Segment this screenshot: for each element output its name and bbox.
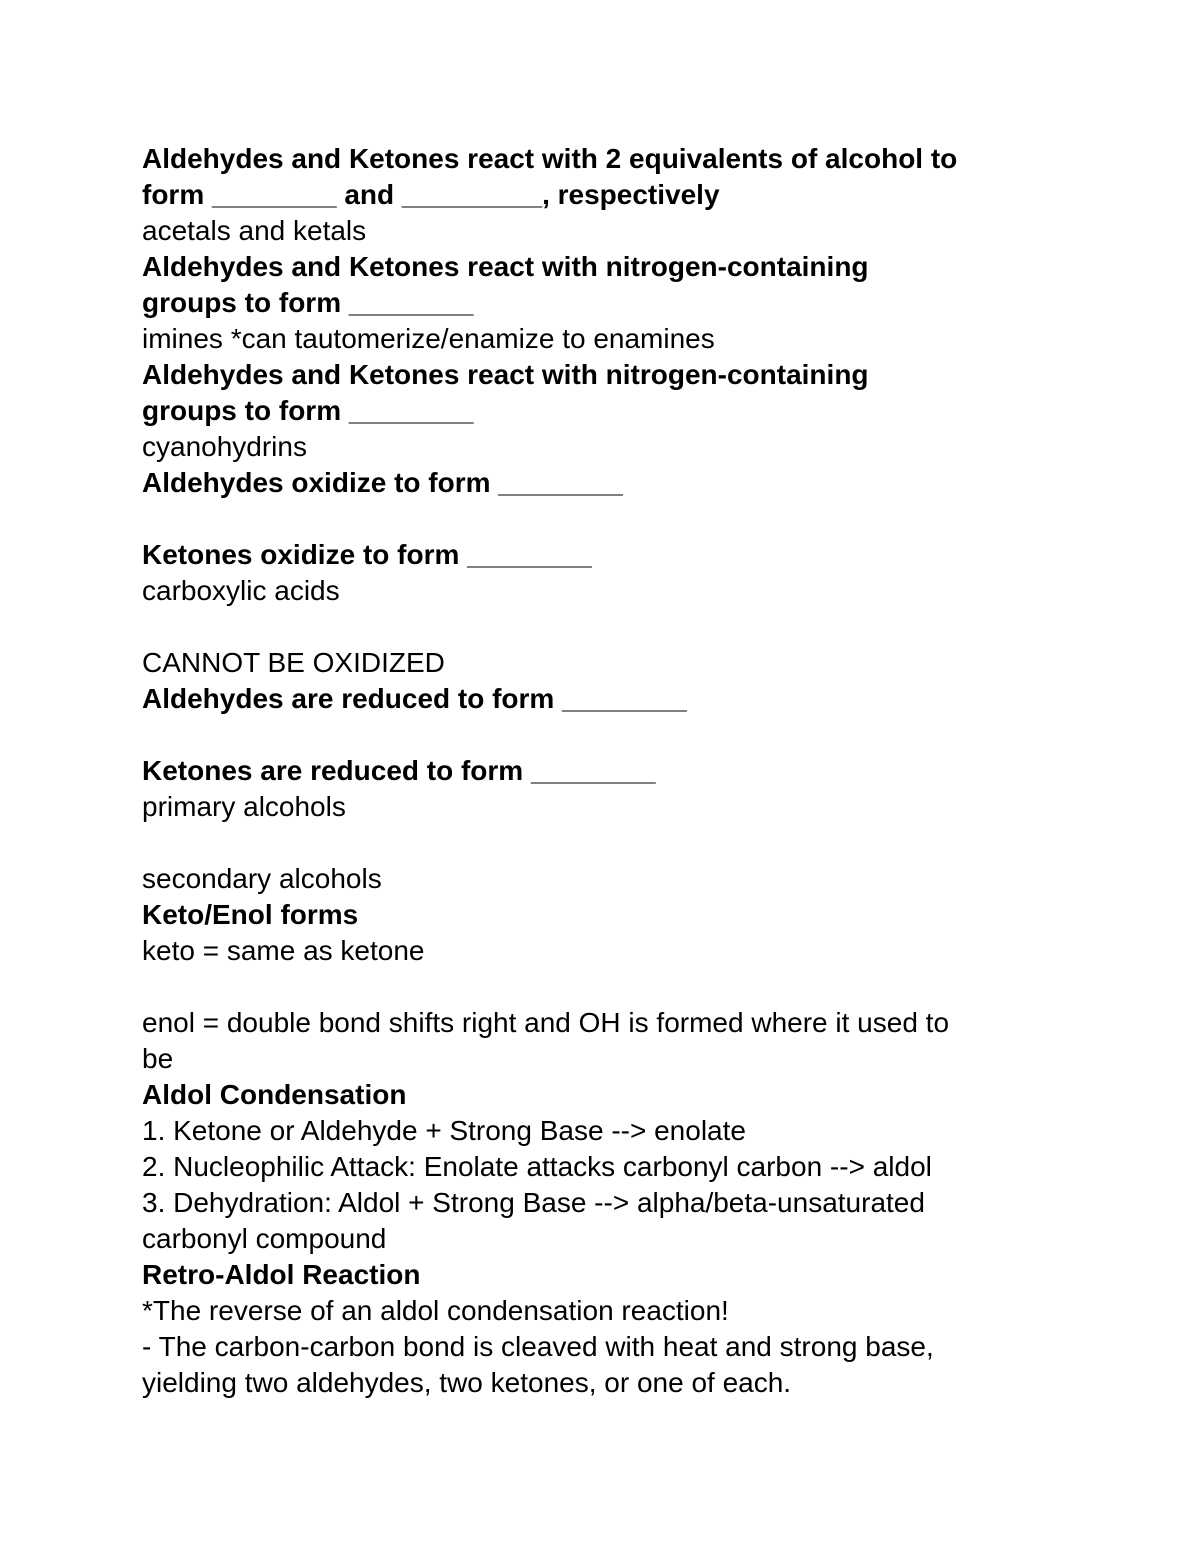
answer-carboxylic-acids: carboxylic acids	[142, 575, 340, 606]
blank-line	[142, 825, 1072, 861]
question-ketone-reduction: Ketones are reduced to form ________	[142, 755, 656, 786]
heading-aldol-condensation: Aldol Condensation	[142, 1079, 407, 1110]
keto-definition: keto = same as ketone	[142, 935, 425, 966]
blank-line	[142, 501, 1072, 537]
question-acetals-line-1: Aldehydes and Ketones react with 2 equivalents of alcohol to	[142, 143, 958, 174]
answer-secondary-alcohols: secondary alcohols	[142, 863, 382, 894]
retro-aldol-detail-line-2: yielding two aldehydes, two ketones, or one of each.	[142, 1367, 792, 1398]
aldol-step-2: 2. Nucleophilic Attack: Enolate attacks carbonyl carbon --> aldol	[142, 1151, 932, 1182]
retro-aldol-detail-line-1: - The carbon-carbon bond is cleaved with heat and strong base,	[142, 1331, 934, 1362]
blank-line	[142, 969, 1072, 1005]
question-imines-line-2: groups to form ________	[142, 287, 474, 318]
question-aldehyde-oxidation: Aldehydes oxidize to form ________	[142, 467, 623, 498]
question-acetals-line-2: form ________ and _________, respectively	[142, 179, 720, 210]
heading-retro-aldol: Retro-Aldol Reaction	[142, 1259, 421, 1290]
blank-line	[142, 717, 1072, 753]
answer-imines: imines *can tautomerize/enamize to enamines	[142, 323, 715, 354]
answer-cannot-oxidize: CANNOT BE OXIDIZED	[142, 647, 445, 678]
retro-aldol-note: *The reverse of an aldol condensation reaction!	[142, 1295, 729, 1326]
question-imines-line-1: Aldehydes and Ketones react with nitrogen-containing	[142, 251, 869, 282]
answer-acetals: acetals and ketals	[142, 215, 367, 246]
aldol-step-1: 1. Ketone or Aldehyde + Strong Base --> enolate	[142, 1115, 746, 1146]
heading-keto-enol: Keto/Enol forms	[142, 899, 359, 930]
answer-cyanohydrins: cyanohydrins	[142, 431, 307, 462]
enol-definition-line-1: enol = double bond shifts right and OH is formed where it used to	[142, 1007, 950, 1038]
question-aldehyde-reduction: Aldehydes are reduced to form ________	[142, 683, 687, 714]
question-cyanohydrins-line-2: groups to form ________	[142, 395, 474, 426]
answer-primary-alcohols: primary alcohols	[142, 791, 346, 822]
aldol-step-3-line-1: 3. Dehydration: Aldol + Strong Base --> alpha/beta-unsaturated	[142, 1187, 925, 1218]
question-cyanohydrins-line-1: Aldehydes and Ketones react with nitrogen-containing	[142, 359, 869, 390]
question-ketone-oxidation: Ketones oxidize to form ________	[142, 539, 592, 570]
enol-definition-line-2: be	[142, 1043, 174, 1074]
aldol-step-3-line-2: carbonyl compound	[142, 1223, 387, 1254]
document-page	[142, 141, 1072, 1401]
blank-line	[142, 609, 1072, 645]
